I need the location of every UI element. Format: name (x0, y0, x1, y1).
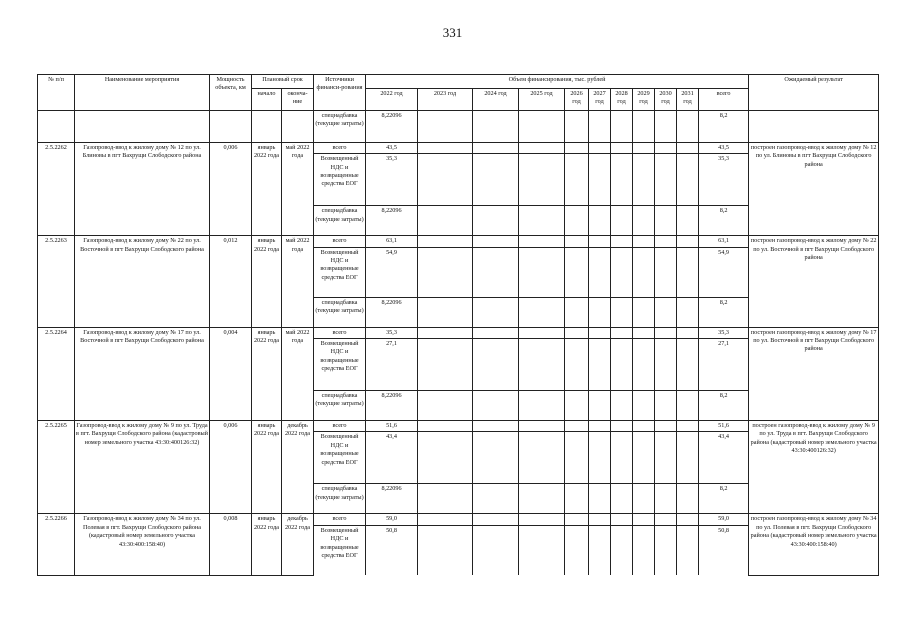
value-total: 35,3 (699, 154, 749, 206)
header-num: № п/п (38, 75, 75, 111)
table-row (38, 111, 879, 143)
value-2022: 27,1 (366, 339, 418, 391)
source-cell: всего (314, 514, 366, 525)
header-year-total: всего (699, 89, 749, 111)
source-cell: спецнадбавка (текущие затраты) (314, 111, 366, 143)
source-cell: всего (314, 236, 366, 247)
row-end: май 2022 года (282, 236, 314, 327)
row-result: построен газопровод-ввод к жилому дому № 9 по ул. Труда в пгт. Вахрущи Слободского района (кадастровый номер земельного участка 43:30:400126:32) (749, 421, 879, 514)
value-2022: 43,4 (366, 432, 418, 484)
header-name: Наименование мероприятия (75, 75, 210, 111)
row-capacity: 0,004 (210, 327, 252, 420)
source-cell: Возмещенный НДС и возвращенные средства ЕОГ (314, 247, 366, 297)
row-capacity: 0,006 (210, 421, 252, 514)
row-num: 2.5.2266 (38, 514, 75, 575)
header-year: 2031 год (677, 89, 699, 111)
value-total: 43,5 (699, 143, 749, 154)
header-deadline: Плановый срок (252, 75, 314, 89)
value-2022: 35,3 (366, 327, 418, 338)
source-cell: всего (314, 421, 366, 432)
row-name: Газопровод-ввод к жилому дому № 12 по ул. Блиновы в пгт Вахрущи Слободского района (75, 143, 210, 236)
value-2022: 59,0 (366, 514, 418, 525)
row-name: Газопровод-ввод к жилому дому № 34 по ул. Полевая в пгт. Вахрущи Слободского района (кадастровый номер земельного участка 43:30:400:158:40) (75, 514, 210, 575)
value-2022: 8,22096 (366, 391, 418, 421)
row-capacity: 0,008 (210, 514, 252, 575)
source-cell: спецнадбавка (текущие затраты) (314, 297, 366, 327)
source-cell: спецнадбавка (текущие затраты) (314, 484, 366, 514)
value-2022: 35,3 (366, 154, 418, 206)
row-name: Газопровод-ввод к жилому дому № 9 по ул. Труда в пгт. Вахрущи Слободского района (кадастровый номер земельного участка 43:30:400126:32) (75, 421, 210, 514)
source-cell: спецнадбавка (текущие затраты) (314, 391, 366, 421)
header-year: 2022 год (366, 89, 418, 111)
table-row (38, 143, 879, 154)
row-capacity: 0,006 (210, 143, 252, 236)
row-num: 2.5.2262 (38, 143, 75, 236)
header-year: 2030 год (655, 89, 677, 111)
source-cell: Возмещенный НДС и возвращенные средства ЕОГ (314, 154, 366, 206)
table-row (38, 421, 879, 432)
value-2022: 43,5 (366, 143, 418, 154)
row-name: Газопровод-ввод к жилому дому № 17 по ул. Восточной в пгт Вахрущи Слободского района (75, 327, 210, 420)
value-total: 43,4 (699, 432, 749, 484)
value-2022: 8,22096 (366, 484, 418, 514)
row-result: построен газопровод-ввод к жилому дому № 17 по ул. Восточной в пгт Вахрущи Слободского района (749, 327, 879, 420)
value-total: 8,2 (699, 391, 749, 421)
header-result: Ожидаемый результат (749, 75, 879, 111)
header-year: 2024 год (473, 89, 519, 111)
value-total: 59,0 (699, 514, 749, 525)
value-total: 63,1 (699, 236, 749, 247)
header-start: начало (252, 89, 282, 111)
row-num: 2.5.2265 (38, 421, 75, 514)
value-total: 54,9 (699, 247, 749, 297)
value-total: 35,3 (699, 327, 749, 338)
source-cell: всего (314, 327, 366, 338)
row-result: построен газопровод-ввод к жилому дому № 22 по ул. Восточной в пгт Вахрущи Слободского района (749, 236, 879, 327)
row-result: построен газопровод-ввод к жилому дому № 12 по ул. Блиновы в пгт Вахрущи Слободского района (749, 143, 879, 236)
header-year: 2028 год (611, 89, 633, 111)
source-cell: спецнадбавка (текущие затраты) (314, 206, 366, 236)
row-end: декабрь 2022 года (282, 421, 314, 514)
row-start: январь 2022 года (252, 236, 282, 327)
row-capacity: 0,012 (210, 236, 252, 327)
row-start: январь 2022 года (252, 143, 282, 236)
header-year: 2023 год (418, 89, 473, 111)
row-end: май 2022 года (282, 327, 314, 420)
header-capacity: Мощность объекта, км (210, 75, 252, 111)
value-2022: 54,9 (366, 247, 418, 297)
value-total: 50,8 (699, 525, 749, 575)
source-cell: Возмещенный НДС и возвращенные средства ЕОГ (314, 339, 366, 391)
table-row (38, 514, 879, 525)
row-name: Газопровод-ввод к жилому дому № 22 по ул. Восточной в пгт Вахрущи Слободского района (75, 236, 210, 327)
row-start: январь 2022 года (252, 327, 282, 420)
row-result: построен газопровод-ввод к жилому дому № 34 по ул. Полевая в пгт. Вахрущи Слободского района (кадастровый номер земельного участка 43:30:400:158:40) (749, 514, 879, 575)
row-num: 2.5.2263 (38, 236, 75, 327)
value-2022: 8,22096 (366, 206, 418, 236)
header-sources: Источники финанси-рования (314, 75, 366, 111)
value-total: 8,2 (699, 206, 749, 236)
value-2022: 8,22096 (366, 297, 418, 327)
row-start: январь 2022 года (252, 421, 282, 514)
value-total: 8,2 (699, 297, 749, 327)
header-funding: Объем финансирования, тыс. рублей (366, 75, 749, 89)
value-total: 27,1 (699, 339, 749, 391)
row-start: январь 2022 года (252, 514, 282, 575)
value-2022: 50,8 (366, 525, 418, 575)
source-cell: всего (314, 143, 366, 154)
source-cell: Возмещенный НДС и возвращенные средства ЕОГ (314, 525, 366, 575)
table-row (38, 236, 879, 247)
header-year: 2026 год (565, 89, 589, 111)
header-year: 2027 год (589, 89, 611, 111)
row-end: май 2022 года (282, 143, 314, 236)
row-end: декабрь 2022 года (282, 514, 314, 575)
value-total: 8,2 (699, 111, 749, 143)
header-end: оконча-ние (282, 89, 314, 111)
source-cell: Возмещенный НДС и возвращенные средства ЕОГ (314, 432, 366, 484)
table-row (38, 327, 879, 338)
value-2022: 8,22096 (366, 111, 418, 143)
page-number: 331 (442, 25, 463, 40)
value-2022: 63,1 (366, 236, 418, 247)
header-year: 2025 год (519, 89, 565, 111)
row-num: 2.5.2264 (38, 327, 75, 420)
value-2022: 51,6 (366, 421, 418, 432)
header-year: 2029 год (633, 89, 655, 111)
value-total: 51,6 (699, 421, 749, 432)
funding-table (37, 74, 879, 576)
value-total: 8,2 (699, 484, 749, 514)
